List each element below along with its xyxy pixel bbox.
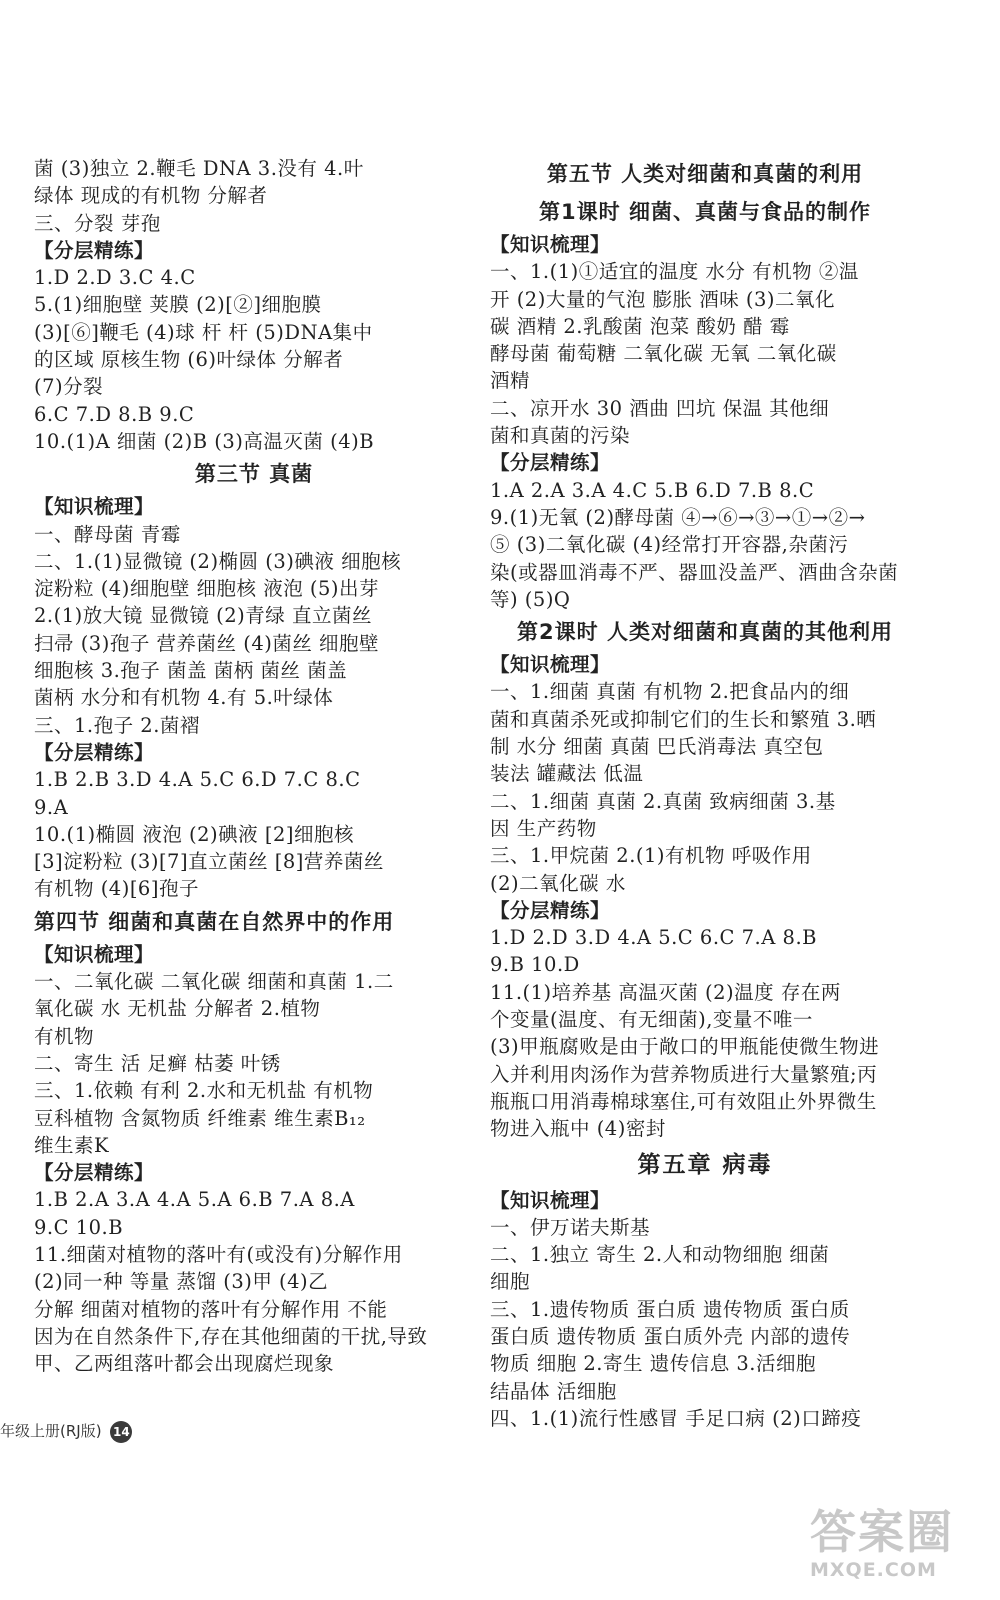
answer-line: 菌 (3)独立 2.鞭毛 DNA 3.没有 4.叶 xyxy=(34,157,364,180)
answer-line: 2.(1)放大镜 显微镜 (2)青绿 直立菌丝 xyxy=(34,604,372,628)
answer-line: 二、寄生 活 足癣 枯萎 叶锈 xyxy=(34,1051,281,1075)
answer-line: 5.(1)细胞壁 荚膜 (2)[②]细胞膜 xyxy=(34,293,322,317)
answer-line: 二、凉开水 30 酒曲 凹坑 保温 其他细 xyxy=(490,396,830,420)
answer-line: 一、1.(1)①适宜的温度 水分 有机物 ②温 xyxy=(490,260,859,284)
answer-line: 菌柄 水分和有机物 4.有 5.叶绿体 xyxy=(34,686,334,710)
answer-line: 1.B 2.A 3.A 4.A 5.A 6.B 7.A 8.A xyxy=(34,1188,355,1212)
section-heading: 第四节 细菌和真菌在自然界中的作用 xyxy=(34,909,395,934)
answer-line: 9.B 10.D xyxy=(490,953,580,977)
answer-line: 6.C 7.D 8.B 9.C xyxy=(34,402,195,426)
section-tag: 【分层精练】 xyxy=(490,451,611,475)
answer-line: 三、1.遗传物质 蛋白质 遗传物质 蛋白质 xyxy=(490,1297,850,1321)
answer-line: 绿体 现成的有机物 分解者 xyxy=(34,184,268,208)
answer-line: 三、1.孢子 2.菌褶 xyxy=(34,713,200,737)
watermark-logo xyxy=(810,1505,980,1595)
answer-line: 染(或器皿消毒不严、器皿没盖严、酒曲含杂菌 xyxy=(490,560,899,584)
section-tag: 【分层精练】 xyxy=(490,898,611,922)
answer-line: 三、分裂 芽孢 xyxy=(34,211,161,235)
answer-line: (2)同一种 等量 蒸馏 (3)甲 (4)乙 xyxy=(34,1270,329,1294)
section-heading: 第2课时 人类对细菌和真菌的其他利用 xyxy=(517,620,893,645)
answer-line: 细胞 xyxy=(490,1270,531,1294)
answer-line: 个变量(温度、有无细菌),变量不唯一 xyxy=(490,1008,813,1032)
answer-line: 淀粉粒 (4)细胞壁 细胞核 液泡 (5)出芽 xyxy=(34,577,380,601)
answer-line: 一、伊万诺夫斯基 xyxy=(490,1215,651,1239)
section-tag: 【知识梳理】 xyxy=(34,495,155,519)
answer-line: 二、1.(1)显微镜 (2)椭圆 (3)碘液 细胞核 xyxy=(34,549,402,573)
answer-line: 11.(1)培养基 高温灭菌 (2)温度 存在两 xyxy=(490,980,841,1004)
answer-line: 扫帚 (3)孢子 营养菌丝 (4)菌丝 细胞壁 xyxy=(34,631,380,655)
answer-line: 三、1.依赖 有利 2.水和无机盐 有机物 xyxy=(34,1079,374,1103)
answer-line: 氧化碳 水 无机盐 分解者 2.植物 xyxy=(34,997,321,1021)
answer-line: 一、1.细菌 真菌 有机物 2.把食品内的细 xyxy=(490,680,850,704)
answer-line: 酵母菌 葡萄糖 二氧化碳 无氧 二氧化碳 xyxy=(490,342,837,366)
section-tag: 【知识梳理】 xyxy=(34,942,155,966)
answer-line: 1.D 2.D 3.D 4.A 5.C 6.C 7.A 8.B xyxy=(490,926,817,950)
section-tag: 【分层精练】 xyxy=(34,238,155,262)
watermark-site-text: MXQE.COM xyxy=(810,1559,937,1581)
answer-line: 物进入瓶中 (4)密封 xyxy=(490,1117,666,1141)
answer-line: 因 生产药物 xyxy=(490,816,597,840)
answer-line: 酒精 xyxy=(490,369,531,393)
answer-line: 等) (5)Q xyxy=(490,587,571,611)
footer-book-info: 年级上册(RJ版) xyxy=(0,1422,102,1440)
answer-line: ⑤ (3)二氧化碳 (4)经常打开容器,杂菌污 xyxy=(490,533,849,557)
answer-line: 一、酵母菌 青霉 xyxy=(34,522,181,546)
watermark-main-text: 答案圈 xyxy=(810,1505,954,1559)
answer-line: (2)二氧化碳 水 xyxy=(490,871,626,895)
answer-line: 有机物 (4)[6]孢子 xyxy=(34,877,199,901)
answer-line: 有机物 xyxy=(34,1024,95,1048)
section-heading: 第1课时 细菌、真菌与食品的制作 xyxy=(539,200,871,224)
answer-line: 结晶体 活细胞 xyxy=(490,1379,617,1403)
answer-line: 维生素K xyxy=(34,1133,110,1157)
answer-line: 菌和真菌的污染 xyxy=(490,424,631,448)
answer-line: 9.A xyxy=(34,795,69,819)
left-column xyxy=(34,155,474,1377)
answer-line: 甲、乙两组落叶都会出现腐烂现象 xyxy=(34,1352,335,1376)
answer-line: 物质 细胞 2.寄生 遗传信息 3.活细胞 xyxy=(490,1352,817,1376)
answer-line: 开 (2)大量的气泡 膨胀 酒味 (3)二氧化 xyxy=(490,287,836,311)
answer-line: 10.(1)椭圆 液泡 (2)碘液 [2]细胞核 xyxy=(34,822,354,846)
answer-line: 9.C 10.B xyxy=(34,1215,124,1239)
answer-line: 四、1.(1)流行性感冒 手足口病 (2)口蹄疫 xyxy=(490,1406,862,1430)
answer-line: 菌和真菌杀死或抑制它们的生长和繁殖 3.晒 xyxy=(490,707,877,731)
section-heading: 第五节 人类对细菌和真菌的利用 xyxy=(546,162,864,186)
answer-line: 制 水分 细菌 真菌 巴氏消毒法 真空包 xyxy=(490,735,824,759)
section-tag: 【分层精练】 xyxy=(34,1161,155,1185)
answer-line: 瓶瓶口用消毒棉球塞住,可有效阻止外界微生 xyxy=(490,1089,877,1113)
section-tag: 【分层精练】 xyxy=(34,740,155,764)
section-tag: 【知识梳理】 xyxy=(490,1188,611,1212)
answer-line: 豆科植物 含氮物质 纤维素 维生素B₁₂ xyxy=(34,1106,366,1130)
answer-line: 二、1.细菌 真菌 2.真菌 致病细菌 3.基 xyxy=(490,789,836,813)
answer-line: 9.(1)无氧 (2)酵母菌 ④→⑥→③→①→②→ xyxy=(490,505,866,529)
answer-line: 11.细菌对植物的落叶有(或没有)分解作用 xyxy=(34,1242,403,1266)
section-heading: 第三节 真菌 xyxy=(194,462,314,487)
answer-line: 10.(1)A 细菌 (2)B (3)高温灭菌 (4)B xyxy=(34,429,375,453)
answer-line: 细胞核 3.孢子 菌盖 菌柄 菌丝 菌盖 xyxy=(34,659,348,683)
answer-line: 装法 罐藏法 低温 xyxy=(490,762,644,786)
answer-line: (3)甲瓶腐败是由于敞口的甲瓶能使微生物进 xyxy=(490,1035,880,1059)
right-column xyxy=(490,155,920,1432)
answer-line: 二、1.独立 寄生 2.人和动物细胞 细菌 xyxy=(490,1243,830,1267)
answer-line: 一、二氧化碳 二氧化碳 细菌和真菌 1.二 xyxy=(34,970,394,994)
answer-line: 分解 细菌对植物的落叶有分解作用 不能 xyxy=(34,1297,388,1321)
answer-line: (3)[⑥]鞭毛 (4)球 杆 杆 (5)DNA集中 xyxy=(34,320,373,344)
answer-line: 1.A 2.A 3.A 4.C 5.B 6.D 7.B 8.C xyxy=(490,478,815,502)
answer-line: 入并利用肉汤作为营养物质进行大量繁殖;丙 xyxy=(490,1062,878,1086)
answer-line: 1.B 2.B 3.D 4.A 5.C 6.D 7.C 8.C xyxy=(34,768,361,792)
page-footer xyxy=(0,1420,132,1443)
answer-line: 因为在自然条件下,存在其他细菌的干扰,导致 xyxy=(34,1324,428,1348)
answer-line: 碳 酒精 2.乳酸菌 泡菜 酸奶 醋 霉 xyxy=(490,314,790,338)
answer-line: 1.D 2.D 3.C 4.C xyxy=(34,266,196,290)
section-tag: 【知识梳理】 xyxy=(490,233,611,256)
answer-line: [3]淀粉粒 (3)[7]直立菌丝 [8]营养菌丝 xyxy=(34,850,384,874)
answer-line: 三、1.甲烷菌 2.(1)有机物 呼吸作用 xyxy=(490,844,812,868)
section-heading: 第五章 病毒 xyxy=(637,1151,773,1178)
answer-line: 的区域 原核生物 (6)叶绿体 分解者 xyxy=(34,348,344,372)
page-number-badge: 14 xyxy=(110,1421,132,1443)
section-tag: 【知识梳理】 xyxy=(490,653,611,677)
answer-line: 蛋白质 遗传物质 蛋白质外壳 内部的遗传 xyxy=(490,1324,851,1348)
answer-line: (7)分裂 xyxy=(34,375,104,399)
